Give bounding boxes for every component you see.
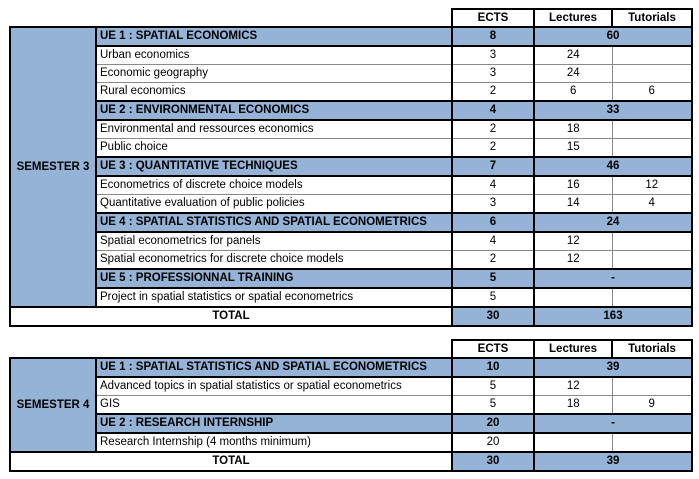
- ue-ects: 4: [452, 101, 534, 120]
- course-row: [10, 195, 692, 214]
- course-ects: 2: [452, 120, 534, 139]
- ue-title: UE 1 : SPATIAL ECONOMICS: [96, 27, 452, 46]
- course-ects: 4: [452, 232, 534, 251]
- ue-title: UE 5 : PROFESSIONNAL TRAINING: [96, 269, 452, 288]
- ue-title: UE 1 : SPATIAL STATISTICS AND SPATIAL ECONOMETRICS: [96, 358, 452, 377]
- course-name: Urban economics: [96, 46, 452, 65]
- course-name: Quantitative evaluation of public policies: [96, 195, 452, 214]
- ue-hours: 46: [534, 157, 692, 176]
- course-ects: 3: [452, 46, 534, 65]
- course-lectures: 6: [534, 83, 612, 102]
- total-row: [10, 307, 692, 326]
- ue-hours: -: [534, 414, 692, 433]
- semester-4-table: [9, 339, 693, 472]
- ue-row: [10, 358, 692, 377]
- course-name: Economic geography: [96, 65, 452, 83]
- course-lectures: [534, 288, 612, 307]
- header-row: [10, 340, 692, 358]
- semester-label: SEMESTER 3: [10, 27, 96, 307]
- total-label: TOTAL: [10, 452, 452, 471]
- total-hours: 39: [534, 452, 692, 471]
- total-row: [10, 452, 692, 471]
- course-name: Public choice: [96, 139, 452, 158]
- course-name: Research Internship (4 months minimum): [96, 433, 452, 452]
- course-row: [10, 251, 692, 270]
- ue-hours: 39: [534, 358, 692, 377]
- ue-ects: 20: [452, 414, 534, 433]
- course-lectures: 12: [534, 232, 612, 251]
- course-lectures: 24: [534, 46, 612, 65]
- course-name: GIS: [96, 396, 452, 415]
- ue-row: [10, 213, 692, 232]
- course-ects: 3: [452, 65, 534, 83]
- course-lectures: 24: [534, 65, 612, 83]
- course-row: [10, 176, 692, 195]
- course-name: Environmental and ressources economics: [96, 120, 452, 139]
- ue-row: [10, 27, 692, 46]
- ue-ects: 5: [452, 269, 534, 288]
- ue-ects: 7: [452, 157, 534, 176]
- course-ects: 2: [452, 251, 534, 270]
- ue-ects: 8: [452, 27, 534, 46]
- course-ects: 5: [452, 396, 534, 415]
- course-name: Spatial econometrics for discrete choice models: [96, 251, 452, 270]
- course-tutorials: [612, 377, 692, 396]
- ue-hours: 24: [534, 213, 692, 232]
- course-ects: 20: [452, 433, 534, 452]
- header-blank: [10, 340, 452, 358]
- course-tutorials: [612, 433, 692, 452]
- course-row: [10, 433, 692, 452]
- course-ects: 2: [452, 83, 534, 102]
- ue-row: [10, 414, 692, 433]
- ue-hours: 33: [534, 101, 692, 120]
- ue-title: UE 4 : SPATIAL STATISTICS AND SPATIAL ECONOMETRICS: [96, 213, 452, 232]
- course-name: Econometrics of discrete choice models: [96, 176, 452, 195]
- course-row: [10, 232, 692, 251]
- course-ects: 4: [452, 176, 534, 195]
- course-tutorials: [612, 139, 692, 158]
- header-tutorials: Tutorials: [612, 340, 692, 358]
- course-lectures: 18: [534, 396, 612, 415]
- header-lectures: Lectures: [534, 340, 612, 358]
- course-lectures: 16: [534, 176, 612, 195]
- course-ects: 5: [452, 377, 534, 396]
- course-row: [10, 396, 692, 415]
- course-ects: 3: [452, 195, 534, 214]
- course-tutorials: [612, 65, 692, 83]
- course-lectures: 18: [534, 120, 612, 139]
- course-row: [10, 83, 692, 102]
- course-name: Spatial econometrics for panels: [96, 232, 452, 251]
- course-tutorials: 6: [612, 83, 692, 102]
- header-lectures: Lectures: [534, 9, 612, 27]
- ue-hours: -: [534, 269, 692, 288]
- ue-row: [10, 157, 692, 176]
- header-tutorials: Tutorials: [612, 9, 692, 27]
- course-tutorials: 12: [612, 176, 692, 195]
- course-tutorials: [612, 251, 692, 270]
- ue-ects: 10: [452, 358, 534, 377]
- ue-row: [10, 101, 692, 120]
- course-row: [10, 46, 692, 65]
- course-row: [10, 120, 692, 139]
- course-ects: 2: [452, 139, 534, 158]
- total-ects: 30: [452, 307, 534, 326]
- ue-title: UE 2 : ENVIRONMENTAL ECONOMICS: [96, 101, 452, 120]
- total-hours: 163: [534, 307, 692, 326]
- ue-hours: 60: [534, 27, 692, 46]
- header-row: [10, 9, 692, 27]
- course-name: Advanced topics in spatial statistics or spatial econometrics: [96, 377, 452, 396]
- course-tutorials: [612, 120, 692, 139]
- semester-3-table: [9, 8, 693, 327]
- course-row: [10, 65, 692, 83]
- course-lectures: 12: [534, 251, 612, 270]
- ue-ects: 6: [452, 213, 534, 232]
- course-row: [10, 139, 692, 158]
- ue-row: [10, 269, 692, 288]
- course-row: [10, 288, 692, 307]
- total-ects: 30: [452, 452, 534, 471]
- ue-title: UE 3 : QUANTITATIVE TECHNIQUES: [96, 157, 452, 176]
- course-name: Project in spatial statistics or spatial econometrics: [96, 288, 452, 307]
- header-ects: ECTS: [452, 340, 534, 358]
- course-lectures: 14: [534, 195, 612, 214]
- total-label: TOTAL: [10, 307, 452, 326]
- course-ects: 5: [452, 288, 534, 307]
- course-tutorials: [612, 288, 692, 307]
- header-blank: [10, 9, 452, 27]
- ue-title: UE 2 : RESEARCH INTERNSHIP: [96, 414, 452, 433]
- semester-label: SEMESTER 4: [10, 358, 96, 452]
- course-tutorials: 4: [612, 195, 692, 214]
- course-row: [10, 377, 692, 396]
- course-tutorials: [612, 232, 692, 251]
- header-ects: ECTS: [452, 9, 534, 27]
- course-lectures: 12: [534, 377, 612, 396]
- course-lectures: [534, 433, 612, 452]
- course-tutorials: [612, 46, 692, 65]
- course-lectures: 15: [534, 139, 612, 158]
- course-name: Rural economics: [96, 83, 452, 102]
- course-tutorials: 9: [612, 396, 692, 415]
